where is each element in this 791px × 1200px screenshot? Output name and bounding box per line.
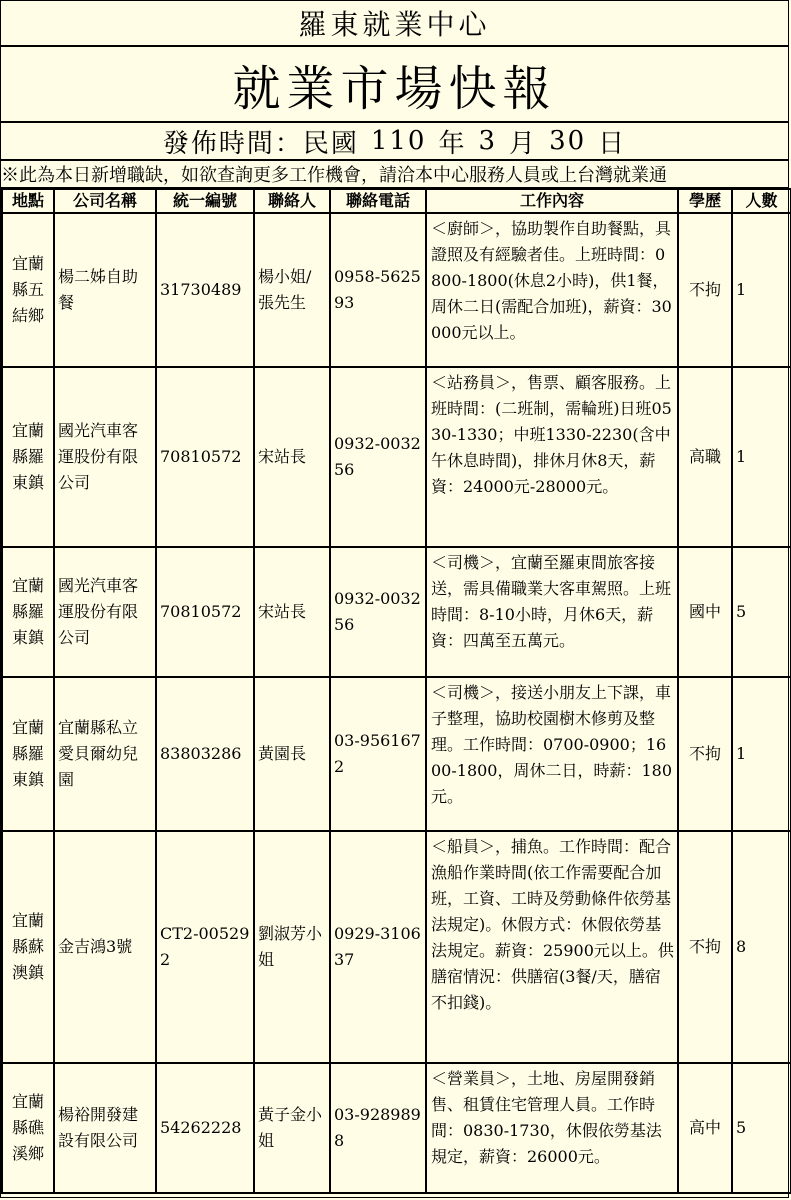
page-title: 就業市場快報 — [1, 47, 788, 123]
publish-date — [1, 123, 788, 161]
cell-count: 1 — [732, 213, 791, 367]
cell-id: CT2-005292 — [156, 831, 254, 1063]
cell-education: 不拘 — [678, 213, 732, 367]
cell-company: 楊二姊自助餐 — [54, 213, 156, 367]
cell-contact: 黃園長 — [254, 677, 330, 831]
cell-phone: 0932-003256 — [330, 367, 426, 547]
cell-company: 宜蘭縣私立愛貝爾幼兒園 — [54, 677, 156, 831]
cell-id: 70810572 — [156, 547, 254, 677]
table-row — [2, 831, 791, 1063]
publish-month: 3 — [478, 126, 498, 156]
cell-contact: 劉淑芳小姐 — [254, 831, 330, 1063]
cell-job: ＜營業員＞，土地、房屋開發銷售、租賃住宅管理人員。工作時間：0830-1730，休假依勞基法規定，薪資：26000元。 — [426, 1063, 678, 1193]
cell-education: 不拘 — [678, 831, 732, 1063]
publish-day-unit: 日 — [598, 128, 627, 159]
cell-education: 高中 — [678, 1063, 732, 1193]
table-row — [2, 367, 791, 547]
cell-count: 1 — [732, 367, 791, 547]
cell-company: 楊裕開發建設有限公司 — [54, 1063, 156, 1193]
cell-count: 5 — [732, 1063, 791, 1193]
cell-job: ＜司機＞，接送小朋友上下課，車子整理，協助校園樹木修剪及整理。工作時間：0700-0900；1600-1800，周休二日，時薪：180元。 — [426, 677, 678, 831]
cell-company: 金吉鴻3號 — [54, 831, 156, 1063]
column-header-contact: 聯絡人 — [254, 189, 330, 213]
column-header-company: 公司名稱 — [54, 189, 156, 213]
cell-contact: 宋站長 — [254, 547, 330, 677]
table-row — [2, 677, 791, 831]
cell-phone: 0929-310637 — [330, 831, 426, 1063]
publish-month-unit: 月 — [509, 128, 538, 159]
publish-year-unit: 年 — [438, 128, 467, 159]
cell-phone: 0958-562593 — [330, 213, 426, 367]
table-row — [2, 1063, 791, 1193]
cell-location: 宜蘭縣羅東鎮 — [2, 367, 54, 547]
cell-contact: 黃子金小姐 — [254, 1063, 330, 1193]
table-header-row — [2, 189, 791, 213]
cell-count: 5 — [732, 547, 791, 677]
cell-count: 1 — [732, 677, 791, 831]
cell-education: 不拘 — [678, 677, 732, 831]
cell-location: 宜蘭縣五結鄉 — [2, 213, 54, 367]
cell-location: 宜蘭縣礁溪鄉 — [2, 1063, 54, 1193]
cell-id: 83803286 — [156, 677, 254, 831]
publish-label: 發佈時間：民國 — [162, 128, 359, 159]
cell-education: 國中 — [678, 547, 732, 677]
cell-id: 70810572 — [156, 367, 254, 547]
cell-job: ＜站務員＞，售票、顧客服務。上班時間：(二班制，需輪班)日班0530-1330；中班1330-2230(含中午休息時間)，排休月休8天，薪資：24000元-28000元。 — [426, 367, 678, 547]
cell-location: 宜蘭縣羅東鎮 — [2, 677, 54, 831]
cell-contact: 楊小姐/張先生 — [254, 213, 330, 367]
cell-count: 8 — [732, 831, 791, 1063]
publish-day: 30 — [549, 126, 587, 156]
column-header-education: 學歷 — [678, 189, 732, 213]
cell-company: 國光汽車客運股份有限公司 — [54, 547, 156, 677]
org-name: 羅東就業中心 — [1, 1, 788, 47]
cell-phone: 0932-003256 — [330, 547, 426, 677]
table-row — [2, 213, 791, 367]
notice-text: ※此為本日新增職缺，如欲查詢更多工作機會，請洽本中心服務人員或上台灣就業通 — [1, 161, 788, 188]
cell-job: ＜廚師＞，協助製作自助餐點，具證照及有經驗者佳。上班時間：0800-1800(休息2小時)，供1餐，周休二日(需配合加班)，薪資：30000元以上。 — [426, 213, 678, 367]
cell-location: 宜蘭縣蘇澳鎮 — [2, 831, 54, 1063]
table-row — [2, 547, 791, 677]
cell-phone: 03-9561672 — [330, 677, 426, 831]
cell-location: 宜蘭縣羅東鎮 — [2, 547, 54, 677]
cell-contact: 宋站長 — [254, 367, 330, 547]
cell-education: 高職 — [678, 367, 732, 547]
cell-phone: 03-9289898 — [330, 1063, 426, 1193]
cell-job: ＜司機＞，宜蘭至羅東間旅客接送，需具備職業大客車駕照。上班時間：8-10小時，月休6天，薪資：四萬至五萬元。 — [426, 547, 678, 677]
column-header-id: 統一編號 — [156, 189, 254, 213]
cell-id: 54262228 — [156, 1063, 254, 1193]
cell-id: 31730489 — [156, 213, 254, 367]
column-header-location: 地點 — [2, 189, 54, 213]
job-table — [1, 188, 791, 1194]
column-header-job: 工作內容 — [426, 189, 678, 213]
column-header-phone: 聯絡電話 — [330, 189, 426, 213]
publish-year: 110 — [370, 126, 427, 156]
column-header-count: 人數 — [732, 189, 791, 213]
cell-job: ＜船員＞，捕魚。工作時間：配合漁船作業時間(依工作需要配合加班，工資、工時及勞動條件依勞基法規定)。休假方式：休假依勞基法規定。薪資：25900元以上。供膳宿情況：供膳宿(3餐/天，膳宿不扣錢)。 — [426, 831, 678, 1063]
cell-company: 國光汽車客運股份有限公司 — [54, 367, 156, 547]
